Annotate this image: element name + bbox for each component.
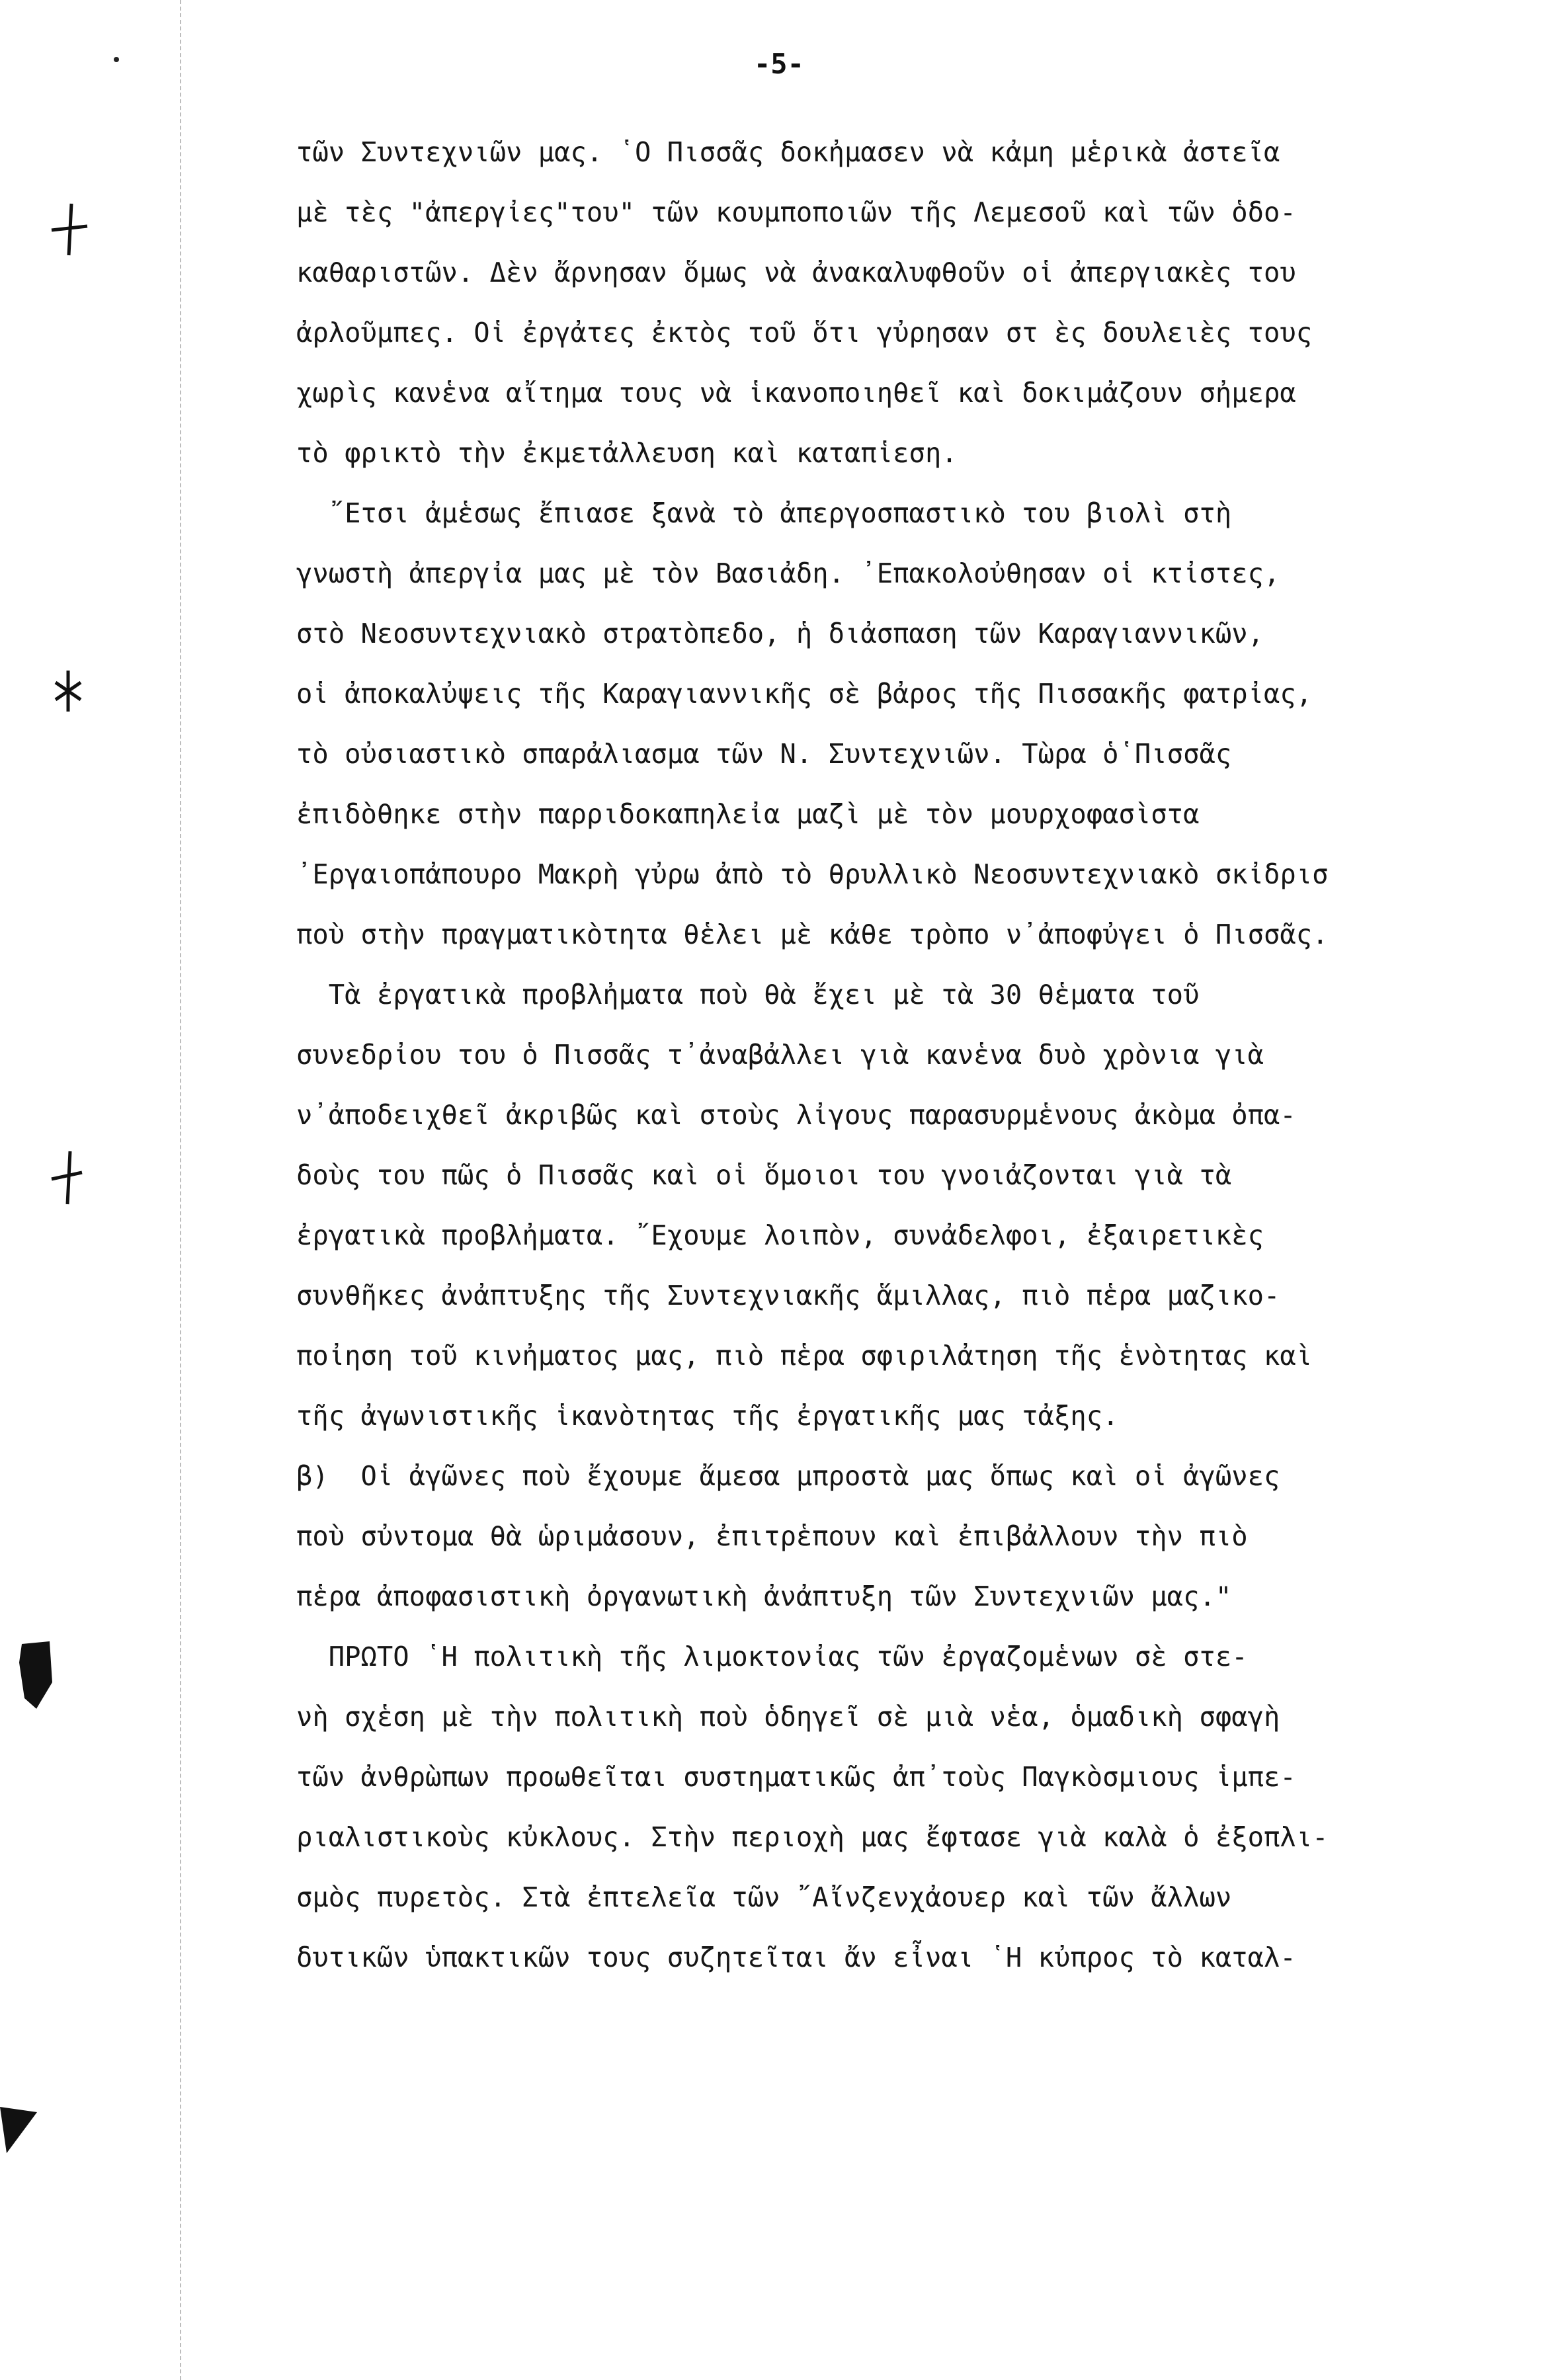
page-number: -5- <box>754 48 804 80</box>
text-line: πἑρα ἀποφασιστικὴ ὀργανωτικὴ ἀνἀπτυξη τῶν Συντεχνιῶν μας." <box>296 1580 1232 1612</box>
text-line: σμὸς πυρετὸς. Στὰ ἐπτελεῖα τῶν ῎Αἴνζενχἀουερ καὶ τῶν ἄλλων <box>296 1881 1232 1913</box>
margin-mark-blot-icon <box>10 1640 56 1713</box>
text-line: τῆς ἀγωνιστικῆς ἱκανὸτητας τῆς ἐργατικῆς μας τἀξης. <box>296 1400 1119 1432</box>
text-line: τὸ φρικτὸ τὴν ἐκμετἀλλευση καὶ καταπἱεση. <box>296 437 958 469</box>
margin-fold-line <box>180 0 181 2380</box>
margin-mark-tick-icon <box>46 1147 86 1207</box>
text-line: ἐργατικὰ προβλἠματα. ῎Εχουμε λοιπὸν, συνἀδελφοι, ἐξαιρετικὲς <box>296 1219 1264 1251</box>
text-line: δυτικῶν ὑπακτικῶν τους συζητεῖται ἄν εἶναι ῾Η κὐπρος τὸ καταλ- <box>296 1942 1296 1973</box>
scan-speck <box>114 57 119 62</box>
margin-mark-star-icon <box>52 668 85 714</box>
text-line: ποὺ στὴν πραγματικὸτητα θἑλει μὲ κἀθε τρὸπο ν᾽ἀποφὐγει ὁ Πισσᾶς. <box>296 919 1329 950</box>
text-line: ᾽Εργαιοπἀπουρο Μακρὴ γὐρω ἀπὸ τὸ θρυλλικὸ Νεοσυντεχνιακὸ σκἰδρισ <box>296 858 1329 890</box>
text-line: ποὺ σὐντομα θὰ ὡριμἀσουν, ἐπιτρἑπουν καὶ ἐπιβἀλλουν τὴν πιὸ <box>296 1520 1248 1552</box>
text-line: τῶν ἀνθρὼπων προωθεῖται συστηματικῶς ἀπ᾽τοὺς Παγκὸσμιους ἱμπε- <box>296 1761 1296 1793</box>
text-line: συνθῆκες ἀνἀπτυξης τῆς Συντεχνιακῆς ἅμιλλας, πιὸ πἑρα μαζικο- <box>296 1280 1280 1311</box>
text-line: καθαριστῶν. Δὲν ἄρνησαν ὅμως νὰ ἀνακαλυφθοῦν οἱ ἀπεργιακὲς του <box>296 257 1296 288</box>
text-line: χωρὶς κανἑνα αἴτημα τους νὰ ἱκανοποιηθεῖ καὶ δοκιμἀζουν σἠμερα <box>296 377 1296 409</box>
text-line: μὲ τὲς "ἀπεργἰες"του" τῶν κουμποποιῶν τῆς Λεμεσοῦ καὶ τῶν ὁδο- <box>296 196 1296 228</box>
margin-mark-cross-icon <box>46 198 93 258</box>
text-line: συνεδρἰου του ὁ Πισσᾶς τ᾽ἀναβἀλλει γιὰ κανἑνα δυὸ χρὸνια γιὰ <box>296 1039 1264 1071</box>
text-line: στὸ Νεοσυντεχνιακὸ στρατὸπεδο, ἡ διἀσπαση τῶν Καραγιαννικῶν, <box>296 618 1264 649</box>
text-line: ριαλιστικοὺς κὐκλους. Στὴν περιοχὴ μας ἔφτασε γιὰ καλὰ ὁ ἐξοπλι- <box>296 1821 1329 1853</box>
text-line: ΠΡΩΤΟ ῾Η πολιτικὴ τῆς λιμοκτονἰας τῶν ἐργαζομἑνων σὲ στε- <box>296 1641 1248 1672</box>
text-line: ποἰηση τοῦ κινἠματος μας, πιὸ πἑρα σφιριλἀτηση τῆς ἑνὸτητας καὶ <box>296 1340 1313 1372</box>
margin-mark-wedge-icon <box>0 2103 40 2156</box>
text-line: γνωστὴ ἀπεργἰα μας μὲ τὸν Βασιἀδη. ᾽Επακολοὐθησαν οἱ κτἰστες, <box>296 557 1280 589</box>
text-line: δοὺς του πῶς ὁ Πισσᾶς καὶ οἱ ὅμοιοι του γνοιἀζονται γιὰ τὰ <box>296 1159 1232 1191</box>
text-line: ν᾽ἀποδειχθεῖ ἀκριβῶς καὶ στοὺς λἰγους παρασυρμἑνους ἀκὸμα ὀπα- <box>296 1099 1296 1131</box>
text-line: ῎Ετσι ἀμἑσως ἔπιασε ξανὰ τὸ ἀπεργοσπαστικὸ του βιολὶ στὴ <box>296 497 1232 529</box>
text-line: τὸ οὐσιαστικὸ σπαρἀλιασμα τῶν Ν. Συντεχνιῶν. Τὼρα ὁ῾Πισσᾶς <box>296 738 1232 770</box>
text-line: β) Οἱ ἀγῶνες ποὺ ἔχουμε ἄμεσα μπροστὰ μας ὅπως καὶ οἱ ἀγῶνες <box>296 1460 1280 1492</box>
text-line: νὴ σχἑση μὲ τὴν πολιτικὴ ποὺ ὁδηγεῖ σὲ μιὰ νἑα, ὁμαδικὴ σφαγὴ <box>296 1701 1280 1733</box>
text-line: Τὰ ἐργατικὰ προβλἠματα ποὺ θὰ ἔχει μὲ τὰ 30 θἑματα τοῦ <box>296 979 1200 1010</box>
text-line: ἀρλοῦμπες. Οἱ ἐργἀτες ἐκτὸς τοῦ ὅτι γὐρησαν στ ὲς δουλειὲς τους <box>296 317 1313 349</box>
text-line: τῶν Συντεχνιῶν μας. ῾Ο Πισσᾶς δοκἠμασεν νὰ κἀμη μἑρικὰ ἀστεῖα <box>296 136 1280 168</box>
text-line: οἱ ἀποκαλὐψεις τῆς Καραγιαννικῆς σὲ βἀρος τῆς Πισσακῆς φατρἰας, <box>296 678 1313 710</box>
text-line: ἐπιδὸθηκε στὴν παρριδοκαπηλεἰα μαζὶ μὲ τὸν μουρχοφασὶστα <box>296 798 1200 830</box>
